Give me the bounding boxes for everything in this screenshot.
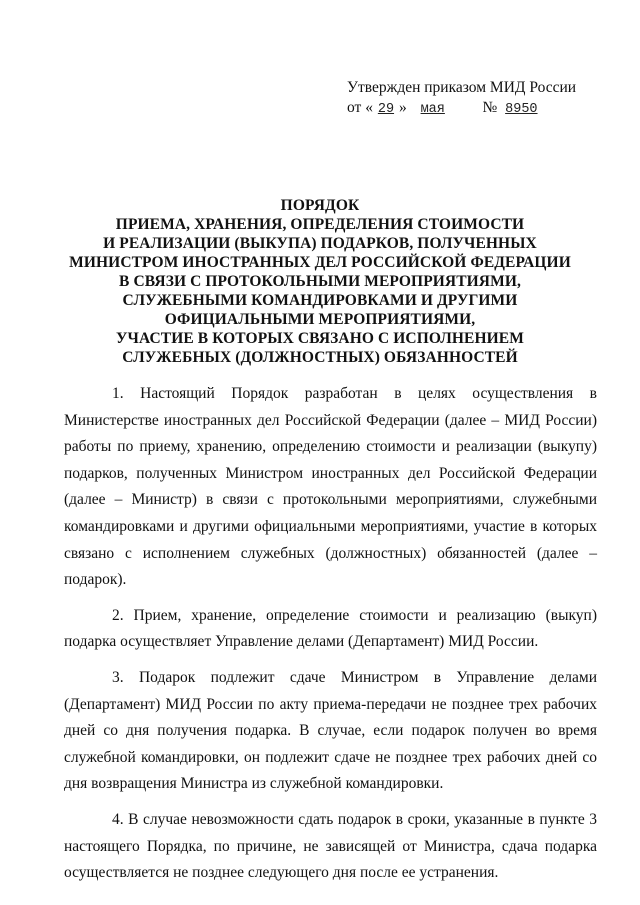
from-label: от « xyxy=(347,99,373,116)
title-line: УЧАСТИЕ В КОТОРЫХ СВЯЗАНО С ИСПОЛНЕНИЕМ xyxy=(116,330,524,347)
paragraph-1: 1. Настоящий Порядок разработан в целях осуществления в Министерстве иностранных дел Российской Федерации (далее – МИД России) работы по приему, хранению, определению стоимости и реализации (выкупу) подарков, полученных Министром иностранных дел Российской Федерации (далее – Министр) в связи с протокольными мероприятиями, служебными командировками и другими официальными мероприятиями, участие в которых связано с исполнением служебных (должностных) обязанностей (далее – подарок). xyxy=(64,385,597,589)
title-line: И РЕАЛИЗАЦИИ (ВЫКУПА) ПОДАРКОВ, ПОЛУЧЕННЫХ xyxy=(103,235,537,252)
document-title xyxy=(60,196,580,367)
document-body xyxy=(64,381,597,896)
paragraph-2: 2. Прием, хранение, определение стоимости и реализацию (выкуп) подарка осуществляет Управление делами (Департамент) МИД России. xyxy=(64,606,597,651)
title-line: СЛУЖЕБНЫМИ КОМАНДИРОВКАМИ И ДРУГИМИ xyxy=(122,292,518,309)
approval-month: мая xyxy=(420,102,445,117)
title-line: СЛУЖЕБНЫХ (ДОЛЖНОСТНЫХ) ОБЯЗАННОСТЕЙ xyxy=(122,349,518,366)
title-line: ПРИЕМА, ХРАНЕНИЯ, ОПРЕДЕЛЕНИЯ СТОИМОСТИ xyxy=(115,216,525,233)
title-line: ОФИЦИАЛЬНЫМИ МЕРОПРИЯТИЯМИ, xyxy=(164,311,476,328)
quote-close: » xyxy=(398,99,407,116)
title-line: МИНИСТРОМ ИНОСТРАННЫХ ДЕЛ РОССИЙСКОЙ ФЕДЕРАЦИИ xyxy=(69,254,571,271)
number-label: № xyxy=(482,99,498,116)
approval-stamp xyxy=(347,78,597,120)
title-line: В СВЯЗИ С ПРОТОКОЛЬНЫМИ МЕРОПРИЯТИЯМИ, xyxy=(119,273,521,290)
approval-day: 29 xyxy=(377,102,395,117)
title-line: ПОРЯДОК xyxy=(280,197,360,214)
paragraph-4: 4. В случае невозможности сдать подарок в сроки, указанные в пункте 3 настоящего Порядка, по причине, не зависящей от Министра, сдача подарка осуществляется не позднее следующего дня после ее устранения. xyxy=(64,810,597,882)
paragraph-3: 3. Подарок подлежит сдаче Министром в Управление делами (Департамент) МИД России по акту приема-передачи не позднее трех рабочих дней со дня получения подарка. В случае, если подарок получен во время служебной командировки, он подлежит сдаче не позднее трех рабочих дней со дня возвращения Министра из служебной командировки. xyxy=(64,668,597,793)
approval-date-line xyxy=(347,98,597,120)
approval-line: Утвержден приказом МИД России xyxy=(347,79,577,96)
approval-number: 8950 xyxy=(505,102,538,117)
